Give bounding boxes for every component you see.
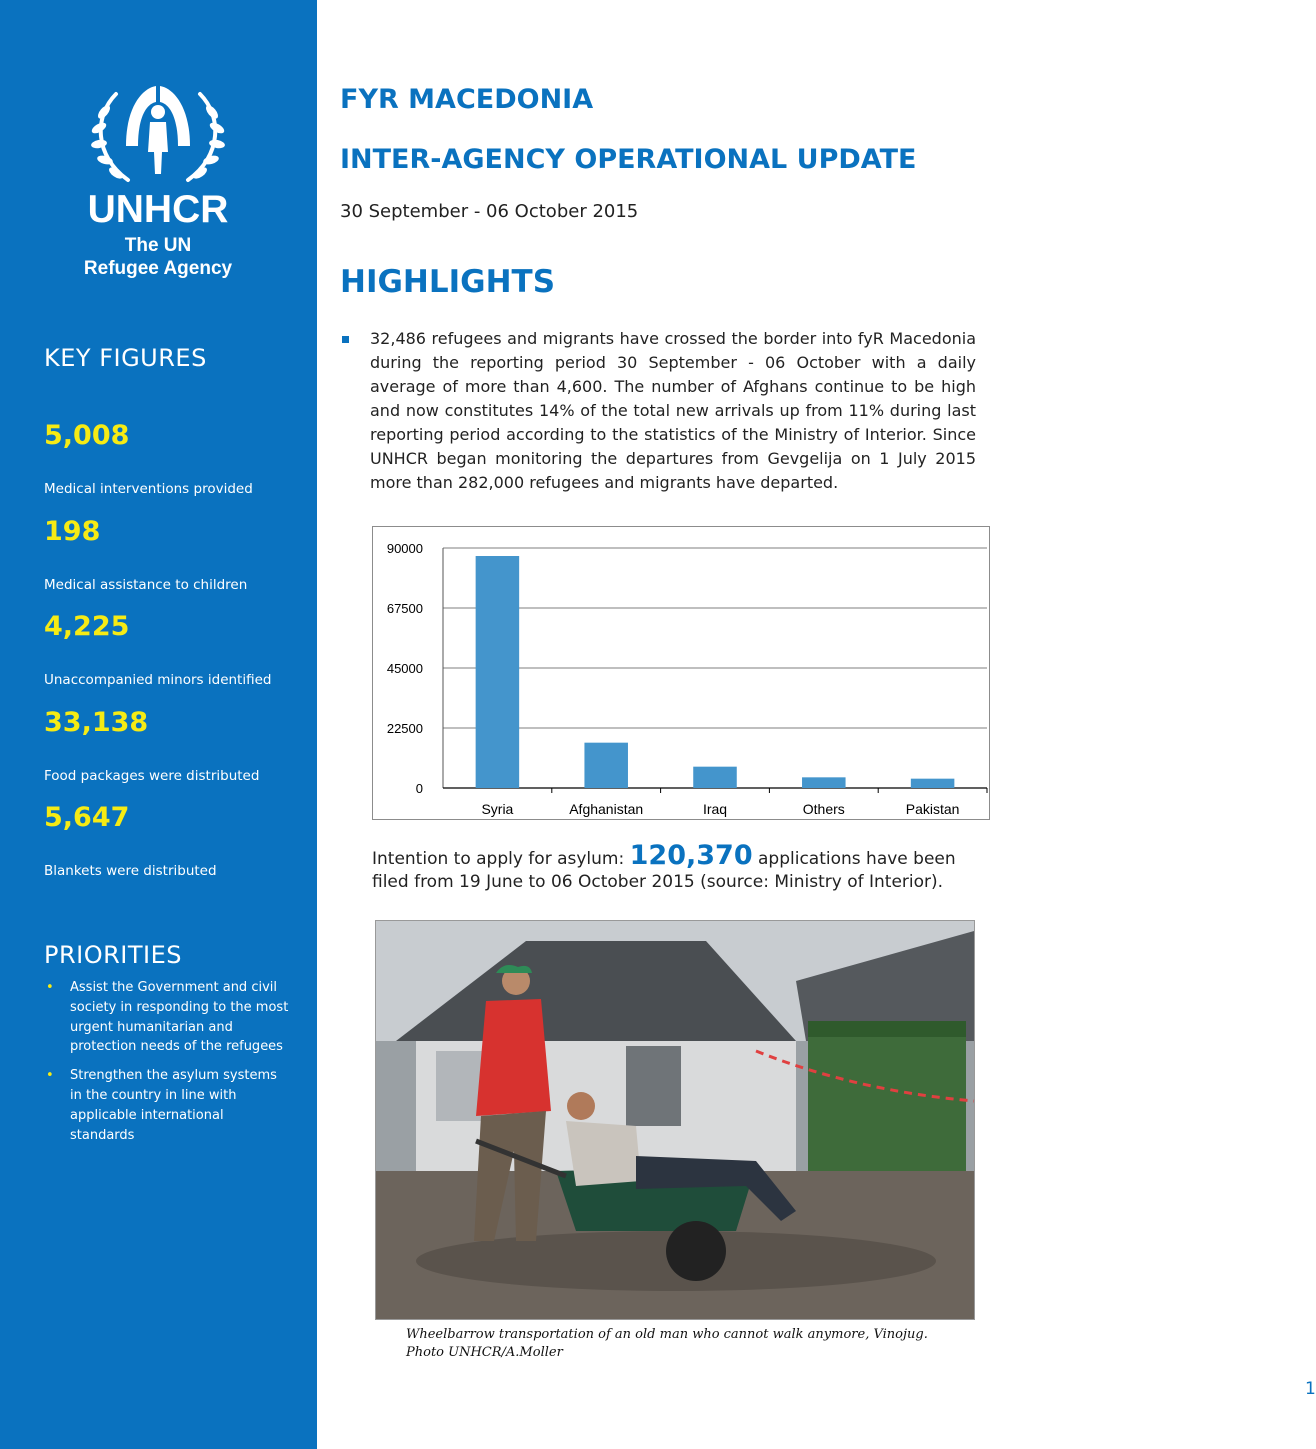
key-figure-label: Unaccompanied minors identified	[44, 672, 272, 688]
bar	[693, 767, 737, 788]
key-figure-label: Food packages were distributed	[44, 767, 260, 784]
photo-caption: Wheelbarrow transportation of an old man who cannot walk anymore, Vinojug. Photo UNHCR/A.Moller	[406, 1327, 928, 1360]
logo-subtitle	[70, 234, 246, 280]
bullet-icon: •	[46, 1068, 54, 1084]
priorities-heading: PRIORITIES	[44, 941, 183, 969]
highlights-heading: HIGHLIGHTS	[340, 264, 556, 300]
y-tick-label: 22500	[386, 721, 423, 736]
logo-subtitle-line2: Refugee Agency	[83, 258, 233, 279]
bar	[802, 777, 846, 788]
photo-illustration	[376, 921, 974, 1319]
document-title: FYR MACEDONIA	[340, 84, 594, 115]
x-tick-label: Syria	[481, 801, 514, 817]
key-figure	[44, 707, 304, 803]
asylum-prefix: Intention to apply for asylum:	[372, 849, 625, 869]
key-figure-value: 5,647	[44, 802, 130, 833]
bar	[476, 556, 520, 788]
key-figure	[44, 516, 304, 612]
y-tick-label: 90000	[386, 541, 423, 556]
logo-subtitle-line1: The UN	[124, 235, 192, 256]
priorities-list	[44, 978, 292, 1154]
reporting-period-date: 30 September - 06 October 2015	[340, 201, 639, 222]
y-tick-label: 0	[415, 781, 423, 796]
square-bullet-icon	[342, 336, 349, 343]
key-figure-value: 5,008	[44, 420, 130, 451]
unhcr-logo	[70, 76, 250, 286]
bar	[911, 779, 955, 788]
key-figure-label: Medical assistance to children	[44, 576, 248, 593]
asylum-source-line: filed from 19 June to 06 October 2015 (source: Ministry of Interior).	[372, 872, 944, 892]
priority-text: Assist the Government and civil society in responding to the most urgent humanitarian and protection needs of the refugees	[70, 980, 289, 1055]
key-figure	[44, 802, 304, 898]
key-figure	[44, 420, 304, 516]
document-subtitle: INTER-AGENCY OPERATIONAL UPDATE	[340, 144, 917, 175]
chart-svg	[373, 527, 989, 819]
key-figure-label: Medical interventions provided	[44, 481, 253, 497]
logo-wordmark: UNHCR	[87, 188, 229, 231]
asylum-suffix: applications have been	[758, 849, 956, 869]
key-figure-value: 33,138	[44, 706, 149, 738]
priority-item	[44, 1066, 292, 1145]
bar	[584, 743, 628, 788]
key-figure	[44, 611, 304, 707]
key-figure-value: 4,225	[44, 611, 130, 642]
key-figure-label: Blankets were distributed	[44, 863, 217, 879]
x-tick-label: Pakistan	[905, 801, 960, 817]
sidebar	[0, 0, 317, 1449]
unhcr-emblem-icon	[88, 76, 228, 191]
x-tick-label: Afghanistan	[569, 801, 644, 817]
priority-text: Strengthen the asylum systems in the country in line with applicable international standards	[70, 1068, 277, 1143]
x-tick-label: Iraq	[702, 801, 728, 817]
y-tick-label: 45000	[386, 661, 423, 676]
key-figure-value: 198	[44, 515, 101, 547]
key-figures-list	[44, 420, 304, 898]
x-tick-label: Others	[802, 801, 845, 817]
arrivals-bar-chart	[372, 526, 990, 820]
key-figures-heading: KEY FIGURES	[44, 344, 207, 372]
bullet-icon: •	[46, 980, 54, 995]
photo-wheelbarrow	[375, 920, 975, 1320]
page-number: 1	[1305, 1379, 1316, 1399]
highlights-paragraph: 32,486 refugees and migrants have crossed the border into fyR Macedonia during the reporting period 30 September - 06 October with a daily average of more than 4,600. The number of Afghans continue to be high and now constitutes 14% of the total new arrivals up from 11% during last reporting period according to the statistics of the Ministry of Interior. Since UNHCR began monitoring the departures from Gevgelija on 1 July 2015 more than 282,000 refugees and migrants have departed.	[370, 329, 976, 492]
asylum-intentions	[372, 840, 992, 894]
y-tick-label: 67500	[386, 601, 423, 616]
asylum-number: 120,370	[629, 840, 753, 871]
priority-item	[44, 978, 292, 1057]
